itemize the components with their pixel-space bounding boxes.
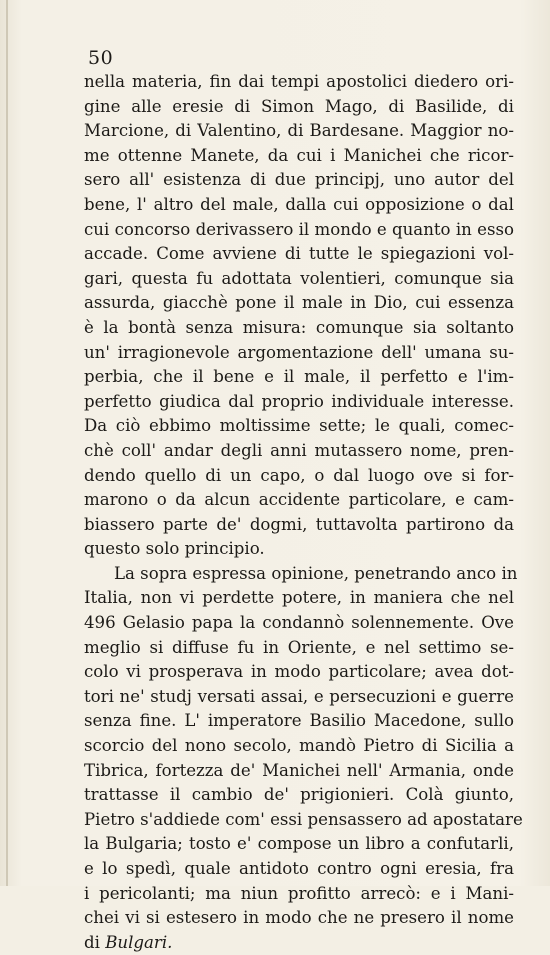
paragraph-1 <box>84 70 514 562</box>
text-line: 496 Gelasio papa la condannò solennemente. Ove <box>84 613 514 633</box>
text-line: accade. Come avviene di tutte le spiegazioni vol- <box>84 244 514 264</box>
text-line: senza fine. L' imperatore Basilio Macedone, sullo <box>84 711 514 731</box>
text-line: colo vi prosperava in modo particolare; avea dot- <box>84 662 514 682</box>
text-line: perfetto giudica dal proprio individuale interesse. <box>84 391 514 411</box>
text-line: un' irragionevole argomentazione dell' umana su- <box>84 342 514 362</box>
text-line: me ottenne Manete, da cui i Manichei che ricor- <box>84 145 514 165</box>
body-text <box>84 70 523 955</box>
text-line: gine alle eresie di Simon Mago, di Basilide, di <box>84 96 514 116</box>
text-line: scorcio del nono secolo, mandò Pietro di Sicilia a <box>84 736 514 756</box>
text-line: perbia, che il bene e il male, il perfetto e l'im- <box>84 367 514 387</box>
final-line-prefix: di <box>84 932 106 952</box>
text-line: Italia, non vi perdette potere, in maniera che nel <box>84 588 514 608</box>
final-line-italic: Bulgari. <box>105 932 173 952</box>
text-line: Tibrica, fortezza de' Manichei nell' Armania, onde <box>84 760 514 780</box>
page-gutter-edge <box>6 0 8 886</box>
text-line: tori ne' studj versati assai, e persecuzioni e guerre <box>84 686 514 706</box>
text-line: gari, questa fu adottata volentieri, comunque sia <box>84 268 514 288</box>
text-line: cui concorso derivassero il mondo e quanto in esso <box>84 219 514 239</box>
text-line: nella materia, fin dai tempi apostolici diedero ori- <box>84 72 514 91</box>
text-line: è la bontà senza misura: comunque sia soltanto <box>84 317 514 337</box>
text-line: assurda, giacchè pone il male in Dio, cui essenza <box>84 293 514 313</box>
text-line: i pericolanti; ma niun profitto arrecò: e i Mani- <box>84 883 514 903</box>
text-line: meglio si diffuse fu in Oriente, e nel settimo se- <box>84 637 514 657</box>
text-line: chè coll' andar degli anni mutassero nome, pren- <box>84 440 514 460</box>
text-line: bene, l' altro del male, dalla cui opposizione o dal <box>84 194 514 214</box>
paragraph-2 <box>84 562 523 955</box>
text-line: Da ciò ebbimo moltissime sette; le quali, comec- <box>84 416 514 436</box>
text-line: e lo spedì, quale antidoto contro ogni eresia, fra <box>84 859 514 878</box>
text-line: Pietro s'addiede com' essi pensassero ad apostatare <box>84 809 523 829</box>
text-line: biassero parte de' dogmi, tuttavolta partirono da <box>84 514 514 534</box>
text-line: trattasse il cambio de' prigionieri. Colà giunto, <box>84 785 514 805</box>
text-line: la Bulgaria; tosto e' compose un libro a confutarli, <box>84 834 514 854</box>
text-line-final <box>84 931 514 955</box>
text-line: marono o da alcun accidente particolare, e cam- <box>84 490 514 510</box>
text-line: La sopra espressa opinione, penetrando anco in <box>114 563 518 583</box>
text-line: Marcione, di Valentino, di Bardesane. Maggior no- <box>84 121 514 141</box>
text-line: dendo quello di un capo, o dal luogo ove si for- <box>84 465 514 485</box>
page-number: 50 <box>88 47 114 69</box>
text-line: questo solo principio. <box>84 539 265 559</box>
text-line: chei vi si estesero in modo che ne presero il nome <box>84 908 514 928</box>
text-line: sero all' esistenza di due principj, uno autor del <box>84 170 514 190</box>
